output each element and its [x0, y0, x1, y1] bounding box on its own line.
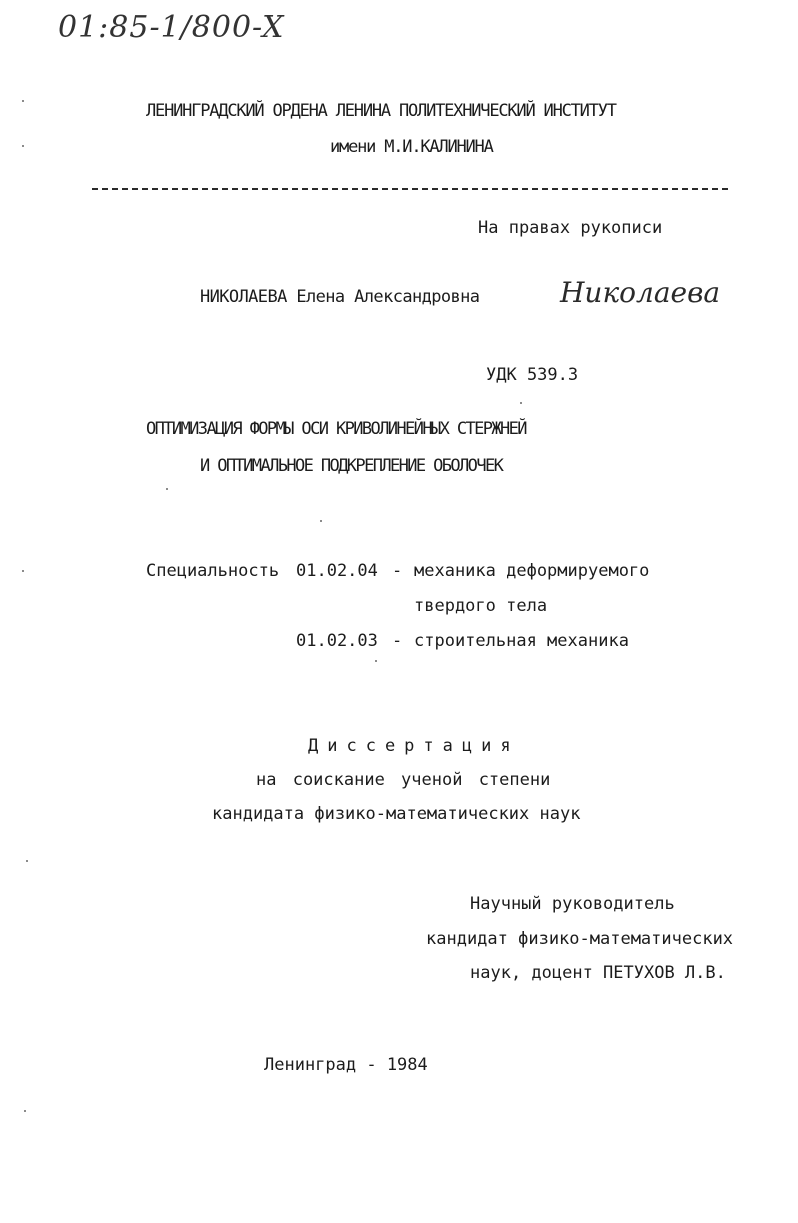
author-name: НИКОЛАЕВА Елена Александровна	[200, 287, 480, 307]
specialty-dash-2: -	[392, 631, 403, 651]
dissertation-degree-line: на соискание ученой степени	[256, 770, 551, 790]
scan-speck	[26, 860, 28, 862]
specialty-code-1: 01.02.04	[296, 561, 378, 581]
supervisor-label: Научный руководитель	[470, 894, 675, 914]
title-line-2: И ОПТИМАЛЬНОЕ ПОДКРЕПЛЕНИЕ ОБОЛОЧЕК	[200, 456, 503, 476]
specialty-name-1b: твердого тела	[414, 596, 548, 616]
institute-named-after: имени М.И.КАЛИНИНА	[330, 137, 493, 157]
specialty-label: Специальность	[146, 561, 280, 581]
specialty-code-2: 01.02.03	[296, 631, 378, 651]
scan-speck	[375, 660, 377, 662]
supervisor-name: наук, доцент ПЕТУХОВ Л.В.	[470, 963, 726, 983]
scan-speck	[22, 145, 24, 147]
dashed-divider	[92, 188, 728, 190]
author-signature: Николаева	[560, 276, 721, 309]
scan-speck	[24, 1110, 26, 1112]
scan-speck	[166, 488, 168, 490]
dissertation-field-line: кандидата физико-математических наук	[212, 804, 581, 824]
place-year: Ленинград - 1984	[264, 1055, 428, 1075]
specialty-name-2: строительная механика	[414, 631, 629, 651]
institute-name: ЛЕНИНГРАДСКИЙ ОРДЕНА ЛЕНИНА ПОЛИТЕХНИЧЕСКИЙ ИНСТИТУТ	[146, 101, 616, 121]
udk-code: УДК 539.3	[486, 365, 579, 385]
supervisor-degree: кандидат физико-математических	[426, 929, 734, 949]
specialty-name-1a: механика деформируемого	[414, 561, 650, 581]
scan-speck	[22, 100, 24, 102]
scan-speck	[320, 520, 322, 522]
title-line-1: ОПТИМИЗАЦИЯ ФОРМЫ ОСИ КРИВОЛИНЕЙНЫХ СТЕРЖНЕЙ	[146, 419, 526, 439]
specialty-dash-1: -	[392, 561, 403, 581]
manuscript-note: На правах рукописи	[478, 218, 663, 238]
scan-speck	[22, 570, 24, 572]
dissertation-heading: Диссертация	[308, 736, 520, 756]
scan-speck	[520, 402, 522, 404]
archive-mark: 01:85-1/800-X	[58, 10, 285, 45]
